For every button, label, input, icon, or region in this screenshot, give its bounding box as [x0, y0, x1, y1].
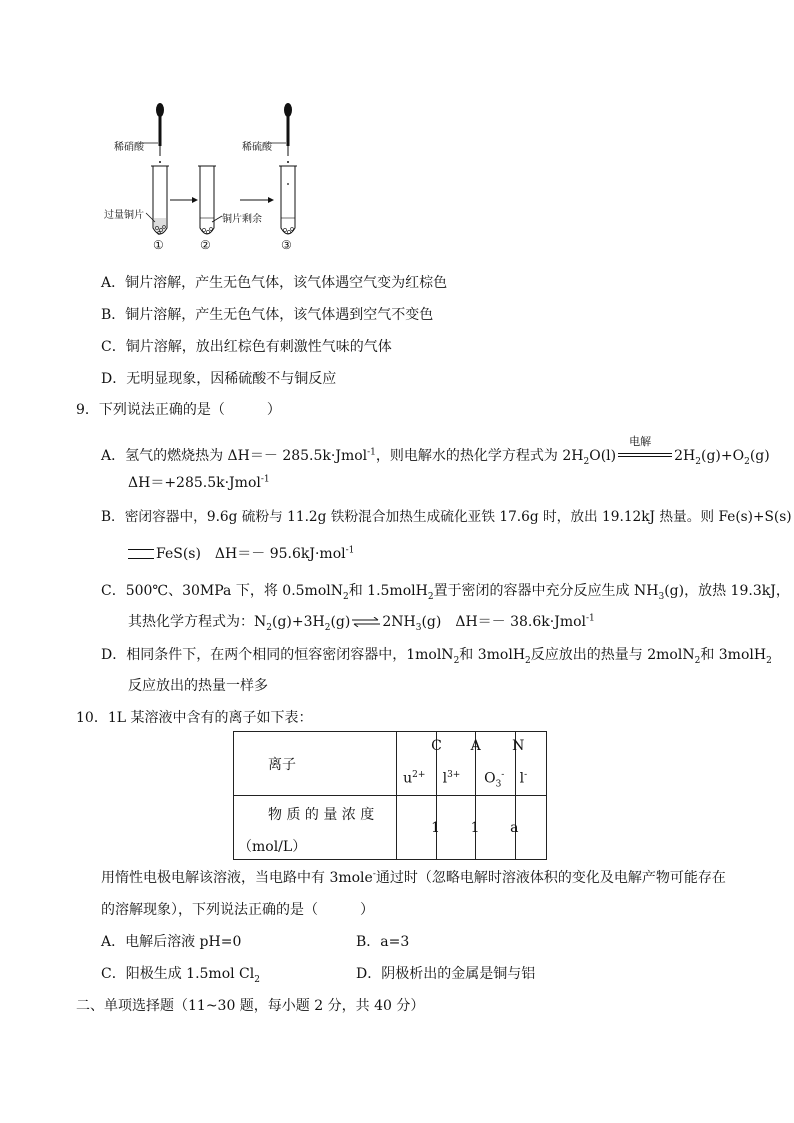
test-tube-figure	[100, 100, 350, 260]
label-copper-remaining: 铜片剩余	[222, 214, 262, 225]
q8-option-b: B．铜片溶解，产生无色气体，该气体遇到空气不变色	[101, 307, 434, 323]
section-2-heading: 二、单项选择题（11~30 题，每小题 2 分，共 40 分）	[76, 998, 425, 1014]
q10-option-d: D．阴极析出的金属是铜与铝	[356, 966, 536, 982]
arrow-right-icon	[170, 197, 198, 203]
test-tube-2-icon	[198, 166, 216, 234]
table-header-ion: 离子	[234, 732, 397, 796]
q9-option-c-line1: C．500℃、30MPa 下，将 0.5molN$_2$和 1.5molH$_2$置于密闭的容器中充分反应生成 $NH_3(g)$，放热 19.3kJ，	[101, 583, 790, 602]
table-value-cl	[515, 796, 546, 860]
q10-option-c: C．阳极生成 1.5mol $Cl_2$	[101, 966, 260, 985]
q9-option-d-line1: D．相同条件下，在两个相同的恒容密闭容器中，1molN$_2$和 3molH$_2$反应放出的热量与 2molN$_2$和 3molH$_2$	[101, 647, 772, 666]
step-3-label: ③	[281, 238, 292, 252]
q10-text-line2: 的溶解现象），下列说法正确的是（ ）	[101, 902, 374, 918]
test-tube-diagram	[100, 100, 350, 260]
q10-option-a: A．电解后溶液 pH=0	[101, 934, 242, 950]
q9-option-c-line2: 其热化学方程式为：$N_2(g)+3H_2(g)$ $2NH_3(g)$ ΔH＝－ 38.6k·Jmol$^{-1}$	[128, 613, 595, 633]
dropper-1-icon	[156, 103, 164, 163]
table-cell-ion-cu: C $u^{2+}$	[397, 732, 437, 796]
q9-option-d-line2: 反应放出的热量一样多	[128, 678, 268, 694]
electrolysis-condition: 电解	[629, 435, 652, 448]
step-2-label: ②	[200, 238, 211, 252]
ion-table	[233, 731, 547, 860]
q8-option-a: A．铜片溶解，产生无色气体，该气体遇空气变为红棕色	[101, 275, 448, 291]
table-cell-ion-cl: l-	[515, 732, 546, 796]
q8-option-c: C．铜片溶解，放出红棕色有刺激性气味的气体	[101, 339, 392, 355]
q10-stem: 10．1L 某溶液中含有的离子如下表：	[76, 710, 313, 726]
table-header-concentration: 物 质 的 量 浓 度 （mol/L）	[234, 796, 397, 860]
test-tube-3-icon	[279, 166, 297, 234]
dropper-2-icon	[284, 103, 292, 163]
table-cell-ion-no3: N $O_3^-$	[476, 732, 516, 796]
q9-option-a-line2: ΔH＝+285.5k·Jmol$^{-1}$	[128, 474, 270, 491]
table-cell-ion-al: A $l^{3+}$	[436, 732, 476, 796]
q9-option-b-line2: FeS(s) ΔH＝－ 95.6kJ·mol$^{-1}$	[128, 543, 354, 563]
q10-text-line1: 用惰性电极电解该溶液，当电路中有 3mole-通过时（忽略电解时溶液体积的变化及电解产物可能存在	[101, 869, 726, 886]
q9-stem: 9．下列说法正确的是（ ）	[76, 402, 281, 418]
q10-option-b: B．a=3	[356, 934, 410, 950]
equilibrium-arrow-icon	[350, 617, 382, 627]
table-value-no3: a	[476, 796, 516, 860]
label-excess-copper: 过量铜片	[104, 210, 144, 221]
q8-option-d: D．无明显现象，因稀硫酸不与铜反应	[101, 371, 337, 387]
test-tube-1-icon	[151, 166, 169, 234]
q9-option-a-line1: A．氢气的燃烧热为 ΔH＝－ 285.5k·Jmol$^{-1}$，则电解水的热化学方程式为 $2H_2O(l)$ 电解 $2H_2(g)+O_2(g)$	[101, 435, 770, 467]
table-value-al: 1	[436, 796, 476, 860]
arrow-right-icon	[240, 197, 274, 203]
step-1-label: ①	[153, 238, 164, 252]
label-dilute-nitric-acid: 稀硝酸	[114, 142, 144, 153]
table-value-cu: 1	[397, 796, 437, 860]
label-dilute-sulfuric-acid: 稀硫酸	[242, 142, 272, 153]
q9-option-b-line1: B．密闭容器中，9.6g 硫粉与 11.2g 铁粉混合加热生成硫化亚铁 17.6g 时，放出 19.12kJ 热量。则 Fe(s)+S(s)	[101, 509, 792, 525]
